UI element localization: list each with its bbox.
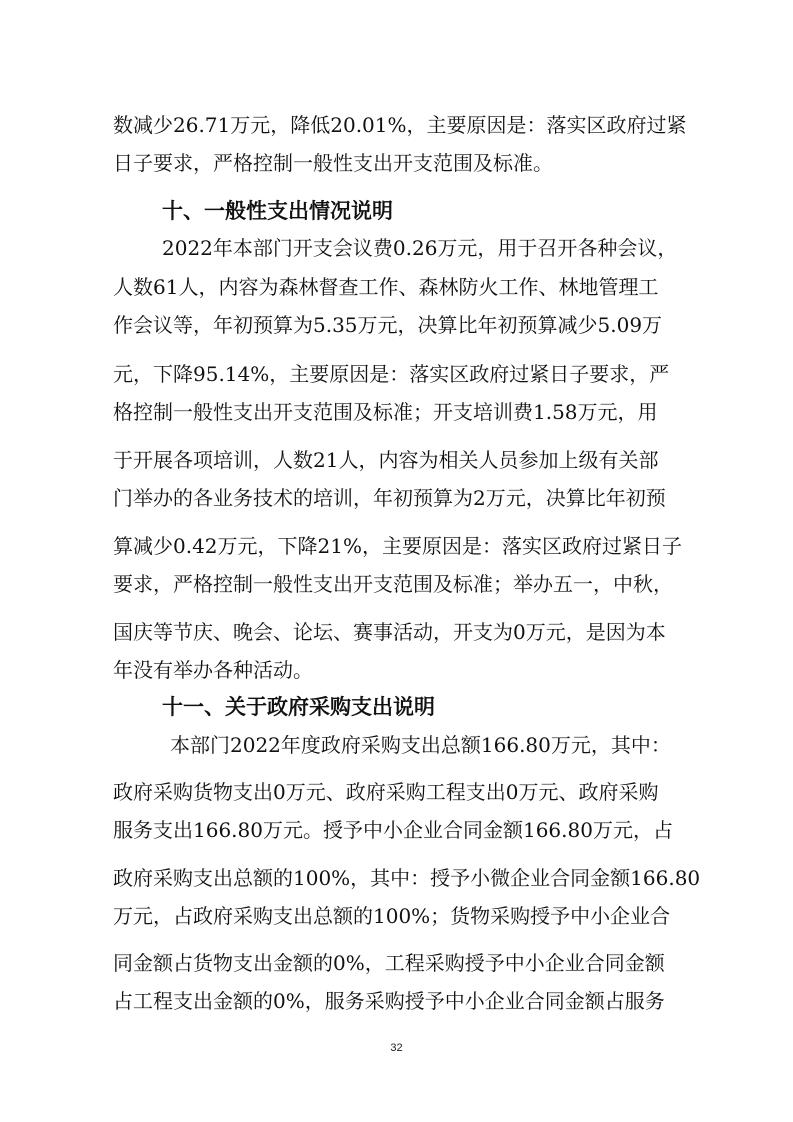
paragraph-line: 占工程支出金额的0%，服务采购授予中小企业合同金额占服务 xyxy=(113,989,665,1013)
paragraph-line: 门举办的各业务技术的培训，年初预算为2万元，决算比年初预 xyxy=(113,486,666,510)
paragraph-line: 本部门2022年度政府采购支出总额166.80万元，其中： xyxy=(170,733,671,757)
section-heading: 十、一般性支出情况说明 xyxy=(162,199,393,223)
paragraph-line: 同金额占货物支出金额的0%，工程采购授予中小企业合同金额 xyxy=(113,951,665,975)
paragraph-line: 日子要求，严格控制一般性支出开支范围及标准。 xyxy=(113,151,553,175)
paragraph-line: 数减少26.71万元，降低20.01%，主要原因是：落实区政府过紧 xyxy=(113,113,687,137)
paragraph-line: 万元，占政府采购支出总额的100%；货物采购授予中小企业合 xyxy=(113,904,671,928)
paragraph-line: 国庆等节庆、晚会、论坛、赛事活动，开支为0万元，是因为本 xyxy=(113,620,666,644)
page-number: 32 xyxy=(390,1042,403,1054)
paragraph-line: 要求，严格控制一般性支出开支范围及标准；举办五一，中秋， xyxy=(113,572,673,596)
section-heading: 十一、关于政府采购支出说明 xyxy=(162,695,435,719)
paragraph-line: 服务支出166.80万元。授予中小企业合同金额166.80万元，占 xyxy=(113,818,673,842)
paragraph-line: 于开展各项培训，人数21人，内容为相关人员参加上级有关部 xyxy=(113,448,659,472)
paragraph-line: 格控制一般性支出开支范围及标准；开支培训费1.58万元，用 xyxy=(113,400,658,424)
paragraph-line: 元，下降95.14%，主要原因是：落实区政府过紧日子要求，严 xyxy=(113,362,670,386)
paragraph-line: 2022年本部门开支会议费0.26万元，用于召开各种会议， xyxy=(162,236,678,260)
paragraph-line: 年没有举办各种活动。 xyxy=(113,658,313,682)
paragraph-line: 政府采购支出总额的100%，其中：授予小微企业合同金额166.80 xyxy=(113,866,701,890)
paragraph-line: 作会议等，年初预算为5.35万元，决算比年初预算减少5.09万 xyxy=(113,313,663,337)
paragraph-line: 政府采购货物支出0万元、政府采购工程支出0万元、政府采购 xyxy=(113,780,659,804)
paragraph-line: 人数61人，内容为森林督查工作、森林防火工作、林地管理工 xyxy=(113,275,659,299)
paragraph-line: 算减少0.42万元，下降21%，主要原因是：落实区政府过紧日子 xyxy=(113,534,682,558)
